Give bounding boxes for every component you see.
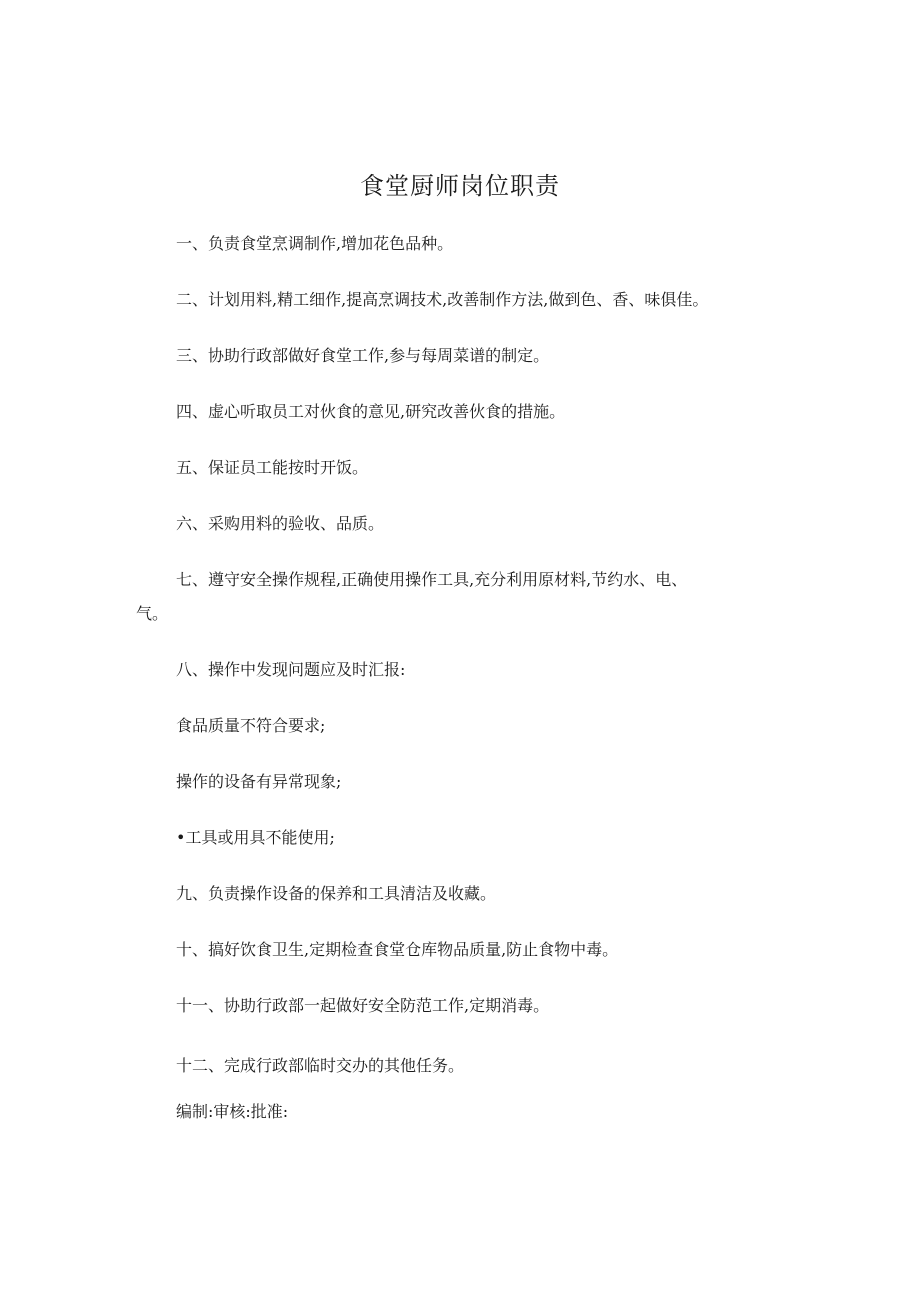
duty-item-11: 十一、协助行政部一起做好安全防范工作,定期消毒。 <box>176 996 550 1015</box>
duty-item-1: 一、负责食堂烹调制作,增加花色品种。 <box>176 234 454 253</box>
duty-item-10: 十、搞好饮食卫生,定期检查食堂仓库物品质量,防止食物中毒。 <box>176 940 619 959</box>
duty-item-5: 五、保证员工能按时开饭。 <box>176 458 369 477</box>
duty-item-2: 二、计划用料,精工细作,提高烹调技术,改善制作方法,做到色、香、味俱佳。 <box>176 290 709 309</box>
duty-item-4: 四、虚心听取员工对伙食的意见,研究改善伙食的措施。 <box>176 402 566 421</box>
signature-line: 编制:审核:批准: <box>176 1102 289 1121</box>
duty-item-8-sub-1: 食品质量不符合要求; <box>176 716 326 735</box>
duty-item-9: 九、负责操作设备的保养和工具清洁及收藏。 <box>176 884 497 903</box>
duty-item-3: 三、协助行政部做好食堂工作,参与每周菜谱的制定。 <box>176 346 550 365</box>
duty-item-8: 八、操作中发现问题应及时汇报: <box>176 660 406 679</box>
duty-item-8-sub-2: 操作的设备有异常现象; <box>176 772 342 791</box>
duty-item-7: 七、遵守安全操作规程,正确使用操作工具,充分利用原材料,节约水、电、 <box>176 570 688 589</box>
duty-item-6: 六、采购用料的验收、品质。 <box>176 514 385 533</box>
duty-item-7-continuation: 气。 <box>136 604 169 623</box>
duty-item-8-sub-3: •工具或用具不能使用; <box>176 828 335 847</box>
duty-item-12: 十二、完成行政部临时交办的其他任务。 <box>176 1056 465 1075</box>
document-title: 食堂厨师岗位职责 <box>360 172 560 200</box>
